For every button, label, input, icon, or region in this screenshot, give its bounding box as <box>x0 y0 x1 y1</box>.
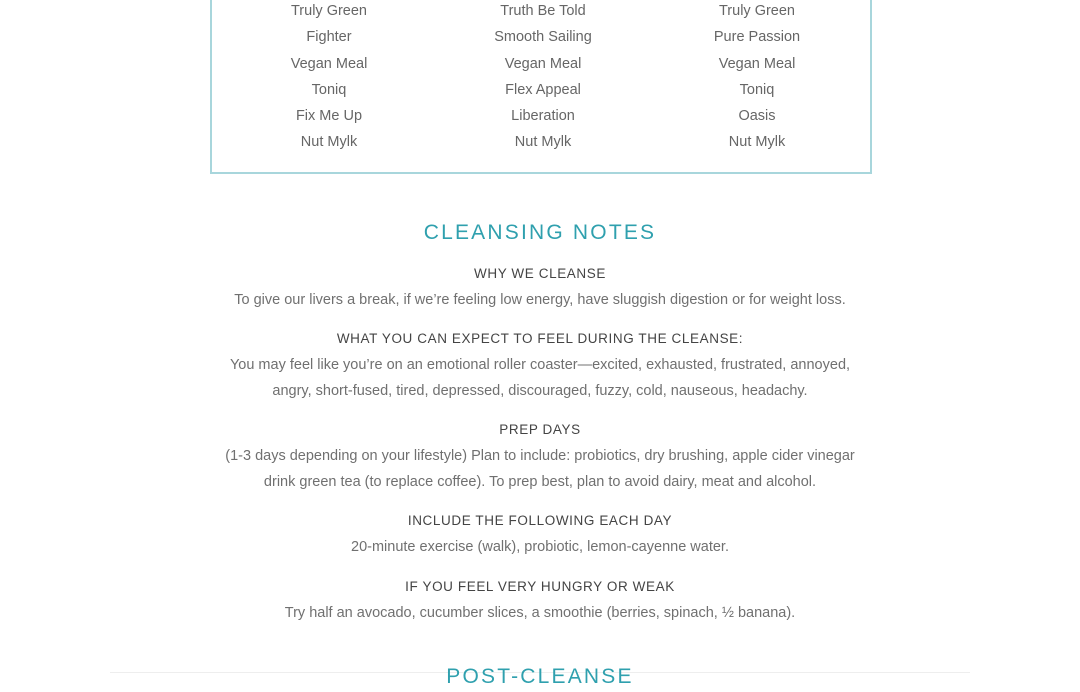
schedule-column-day-2 <box>433 0 653 156</box>
schedule-item: Vegan Meal <box>718 55 796 72</box>
cleansing-notes-title: CLEANSING NOTES <box>423 221 657 244</box>
section-body <box>200 352 880 404</box>
schedule-item: Truly Green <box>290 3 367 19</box>
schedule-item: Toniq <box>739 81 775 98</box>
schedule-column-day-1 <box>219 0 439 156</box>
hungry-or-weak-section <box>200 578 880 626</box>
section-heading: WHAT YOU CAN EXPECT TO FEEL DURING THE CLEANSE: <box>336 331 744 346</box>
section-body <box>200 443 880 495</box>
schedule-item: Pure Passion <box>713 29 801 46</box>
section-heading: WHY WE CLEANSE <box>474 266 606 281</box>
schedule-item: Flex Appeal <box>505 81 581 98</box>
schedule-item: Smooth Sailing <box>494 29 592 46</box>
section-body-line: You may feel like you’re on an emotional roller coaster—excited, exhausted, frustrated, annoyed, <box>229 357 851 373</box>
section-body: 20-minute exercise (walk), probiotic, lemon-cayenne water. <box>351 539 729 555</box>
schedule-item: Liberation <box>511 108 575 125</box>
post-cleanse-title: POST-CLEANSE <box>446 665 634 688</box>
schedule-item: Fix Me Up <box>295 108 363 125</box>
section-body-line: angry, short-fused, tired, depressed, discouraged, fuzzy, cold, nauseous, headachy. <box>272 383 808 399</box>
why-we-cleanse-section <box>200 265 880 313</box>
section-body-line: drink green tea (to replace coffee). To prep best, plan to avoid dairy, meat and alcohol. <box>263 474 817 490</box>
schedule-item: Truth Be Told <box>500 3 586 19</box>
section-body-line: (1-3 days depending on your lifestyle) Plan to include: probiotics, dry brushing, apple cider vinegar <box>225 448 855 464</box>
schedule-item: Nut Mylk <box>728 134 786 151</box>
schedule-item: Fighter <box>306 29 352 46</box>
schedule-item: Oasis <box>738 108 776 125</box>
schedule-item: Vegan Meal <box>290 55 368 72</box>
schedule-column-day-3 <box>647 0 867 156</box>
schedule-item: Nut Mylk <box>300 134 358 151</box>
section-body: To give our livers a break, if we’re feeling low energy, have sluggish digestion or for weight loss. <box>234 292 846 308</box>
section-heading: IF YOU FEEL VERY HUNGRY OR WEAK <box>405 579 675 594</box>
section-heading: INCLUDE THE FOLLOWING EACH DAY <box>407 513 673 528</box>
schedule-item: Nut Mylk <box>514 134 572 151</box>
schedule-item: Truly Green <box>718 3 795 19</box>
daily-include-section <box>200 512 880 560</box>
section-body: Try half an avocado, cucumber slices, a smoothie (berries, spinach, ½ banana). <box>284 605 796 621</box>
prep-days-section <box>200 421 880 495</box>
schedule-item: Vegan Meal <box>504 55 582 72</box>
schedule-item: Toniq <box>311 81 347 98</box>
section-heading: PREP DAYS <box>499 422 581 437</box>
what-to-expect-section <box>200 330 880 404</box>
cleanse-schedule-table <box>210 0 872 174</box>
